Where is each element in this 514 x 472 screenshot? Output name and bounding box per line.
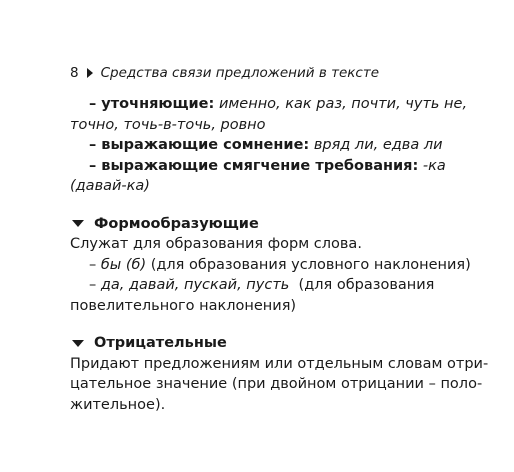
triangle-right-icon (87, 68, 93, 78)
page-content (70, 64, 489, 415)
triangle-down-icon (72, 220, 84, 227)
softening-line-cont (70, 176, 470, 197)
doubt-line (70, 135, 470, 156)
clarifying-label: – уточняющие: (89, 96, 215, 112)
formative-heading: Формообразующие (94, 215, 259, 232)
softening-words-cont: (давай-ка) (70, 178, 150, 194)
softening-line (70, 156, 470, 177)
negative-line-2: цательное значение (при двойном отрицании – поло- (70, 376, 483, 392)
formative-item-1-words: бы (б) (100, 256, 147, 273)
formative-heading-row (70, 214, 470, 235)
running-header (70, 64, 470, 82)
formative-item-2-note: (для образования (289, 277, 435, 293)
softening-label: – выражающие смягчение требования: (89, 157, 419, 174)
formative-item-2-dash: – (89, 277, 101, 293)
page-number: 8 (70, 65, 79, 81)
clarifying-line (70, 94, 470, 115)
negative-heading: Отрицательные (94, 335, 227, 351)
negative-line-3: жительное). (70, 396, 166, 413)
intro-block (70, 94, 470, 197)
running-title: Средства связи предложений в тексте (100, 65, 379, 81)
formative-item-1 (70, 255, 470, 276)
doubt-label: – выражающие сомнение: (89, 137, 310, 153)
triangle-down-icon (72, 340, 84, 347)
clarifying-words: именно, как раз, почти, чуть не, (218, 96, 468, 112)
formative-item-2-cont: повелительного наклонения) (70, 297, 297, 314)
doubt-words: вряд ли, едва ли (313, 137, 443, 153)
formative-description: Служат для образования форм слова. (70, 236, 362, 252)
negative-line-1: Придают предложениям или отдельным словам отри- (70, 355, 489, 372)
negative-heading-row (70, 333, 470, 354)
negative-section (70, 333, 489, 415)
formative-item-2-words: да, давай, пускай, пусть (100, 277, 290, 293)
formative-section (70, 214, 470, 317)
formative-item-2 (70, 275, 470, 296)
formative-item-1-note: (для образования условного наклонения) (146, 256, 471, 273)
clarifying-words-cont: точно, точь-в-точь, ровно (70, 116, 266, 133)
softening-words: -ка (422, 157, 446, 174)
formative-item-1-dash: – (89, 256, 101, 273)
clarifying-line-cont (70, 115, 470, 136)
